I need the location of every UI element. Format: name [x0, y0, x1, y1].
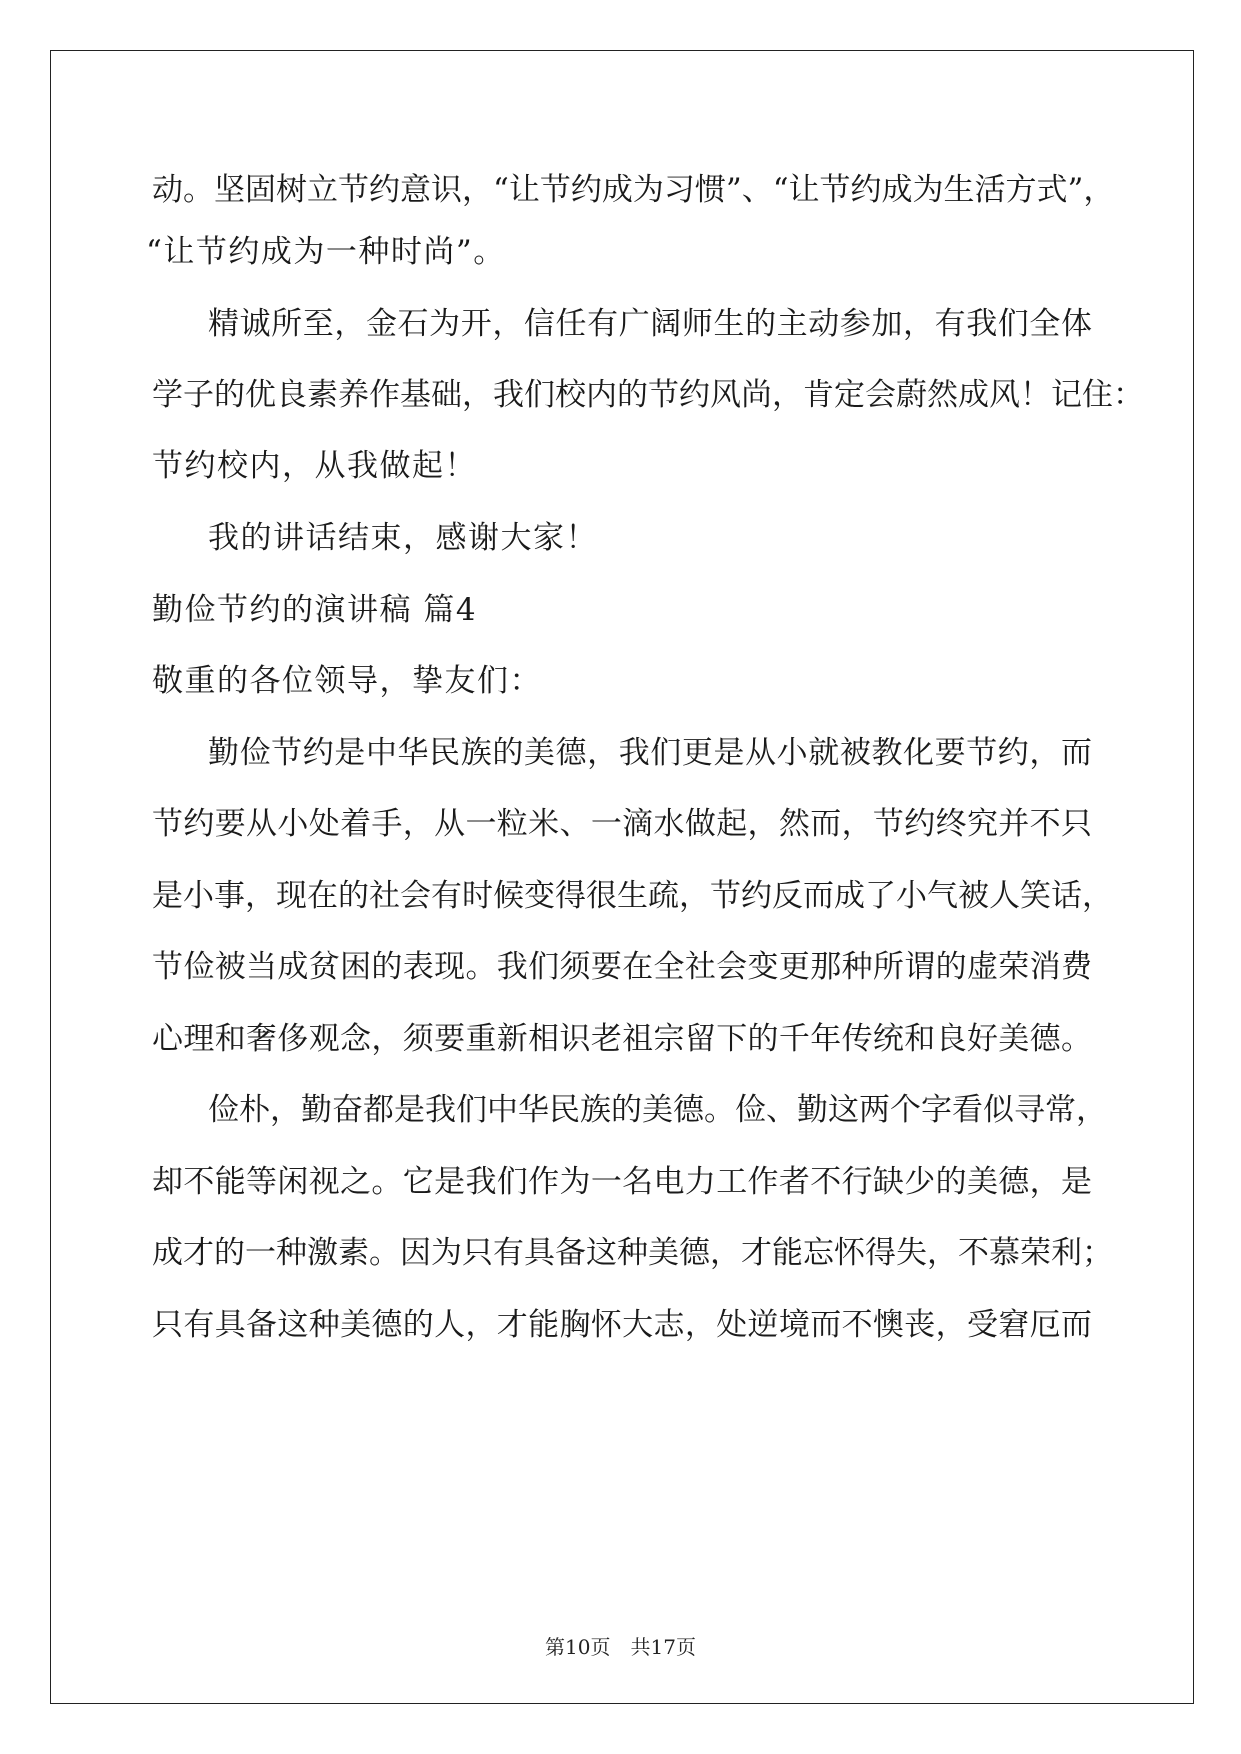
text-line: 成才的一种激素。因为只有具备这种美德，才能忘怀得失，不慕荣利；: [152, 1235, 1113, 1271]
text-line: 却不能等闲视之。它是我们作为一名电力工作者不行缺少的美德，是: [152, 1164, 1092, 1200]
text-line: 节俭被当成贫困的表现。我们须要在全社会变更那种所谓的虚荣消费: [152, 949, 1092, 985]
paragraph-first-line: 精诚所至，金石为开，信任有广阔师生的主动参加，有我们全体: [208, 306, 1092, 342]
text-line: 只有具备这种美德的人，才能胸怀大志，处逆境而不懊丧，受窘厄而: [152, 1307, 1092, 1343]
text-line: 学子的优良素养作基础，我们校内的节约风尚，肯定会蔚然成风！记住：: [152, 377, 1144, 413]
text-line: 是小事，现在的社会有时候变得很生疏，节约反而成了小气被人笑话，: [152, 878, 1113, 914]
text-line: 节约校内，从我做起！: [152, 448, 477, 484]
paragraph-first-line: 我的讲话结束，感谢大家！: [208, 520, 598, 556]
paragraph-first-line: 勤俭节约是中华民族的美德，我们更是从小就被教化要节约，而: [208, 735, 1092, 771]
text-line: 动。坚固树立节约意识，“让节约成为习惯”、“让节约成为生活方式”，: [152, 172, 1115, 208]
page-number-footer: 第10页 共17页: [545, 1635, 696, 1659]
paragraph-first-line: 俭朴，勤奋都是我们中华民族的美德。俭、勤这两个字看似寻常，: [208, 1092, 1107, 1128]
text-line: 心理和奢侈观念，须要重新相识老祖宗留下的千年传统和良好美德。: [152, 1021, 1092, 1057]
salutation: 敬重的各位领导，挚友们：: [152, 663, 542, 699]
text-line: “让节约成为一种时尚”。: [146, 234, 506, 270]
section-heading: 勤俭节约的演讲稿 篇4: [152, 592, 478, 628]
text-line: 节约要从小处着手，从一粒米、一滴水做起，然而，节约终究并不只: [152, 806, 1092, 842]
